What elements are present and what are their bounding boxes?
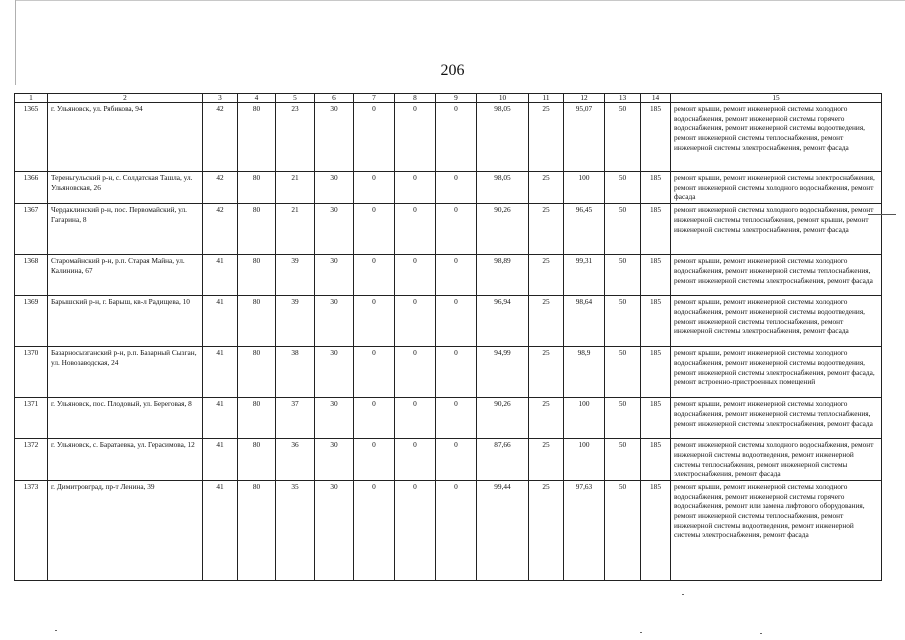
works-cell: ремонт крыши, ремонт инженерной системы холодного водоснабжения, ремонт инженерной системы водоотведения, ремонт инженерной системы электроснабжения, ремонт фасада, ремонт встроенно-пристроенных помещений xyxy=(671,347,882,398)
value-cell: 25 xyxy=(529,204,564,255)
column-number: 3 xyxy=(203,94,238,103)
value-cell: 50 xyxy=(605,439,641,481)
address-cell: Тереньгульский р-н, с. Солдатская Ташла, ул. Ульяновская, 26 xyxy=(48,172,203,204)
address-cell: г. Ульяновск, с. Баратаевка, ул. Герасимова, 12 xyxy=(48,439,203,481)
value-cell: 30 xyxy=(315,439,354,481)
value-cell: 80 xyxy=(238,439,276,481)
scan-edge-top xyxy=(15,0,905,2)
value-cell: 21 xyxy=(276,204,315,255)
column-number: 14 xyxy=(641,94,671,103)
value-cell: 0 xyxy=(436,296,477,347)
value-cell: 0 xyxy=(354,255,395,296)
value-cell: 25 xyxy=(529,255,564,296)
works-cell: ремонт крыши, ремонт инженерной системы электроснабжения, ремонт инженерной системы холодного водоснабжения, ремонт фасада xyxy=(671,172,882,204)
value-cell: 50 xyxy=(605,204,641,255)
register-table xyxy=(14,93,882,581)
column-number: 4 xyxy=(238,94,276,103)
value-cell: 94,99 xyxy=(477,347,529,398)
value-cell: 21 xyxy=(276,172,315,204)
value-cell: 35 xyxy=(276,480,315,580)
works-cell: ремонт инженерной системы холодного водоснабжения, ремонт инженерной системы теплоснабжения, ремонт крыши, ремонт инженерной системы электроснабжения, ремонт фасада xyxy=(671,204,882,255)
value-cell: 80 xyxy=(238,255,276,296)
value-cell: 0 xyxy=(354,103,395,172)
value-cell: 100 xyxy=(564,172,605,204)
column-number: 5 xyxy=(276,94,315,103)
value-cell: 185 xyxy=(641,204,671,255)
row-number: 1373 xyxy=(15,480,48,580)
table-row xyxy=(15,204,882,255)
value-cell: 23 xyxy=(276,103,315,172)
value-cell: 185 xyxy=(641,255,671,296)
value-cell: 30 xyxy=(315,255,354,296)
value-cell: 41 xyxy=(203,398,238,439)
works-cell: ремонт инженерной системы холодного водоснабжения, ремонт инженерной системы водоотведения, ремонт инженерной системы теплоснабжения, ремонт инженерной системы электроснабжения, ремонт фасада xyxy=(671,439,882,481)
value-cell: 36 xyxy=(276,439,315,481)
value-cell: 42 xyxy=(203,103,238,172)
value-cell: 30 xyxy=(315,172,354,204)
value-cell: 80 xyxy=(238,204,276,255)
value-cell: 87,66 xyxy=(477,439,529,481)
value-cell: 50 xyxy=(605,103,641,172)
column-number: 9 xyxy=(436,94,477,103)
value-cell: 50 xyxy=(605,296,641,347)
value-cell: 0 xyxy=(354,296,395,347)
column-number: 12 xyxy=(564,94,605,103)
value-cell: 30 xyxy=(315,103,354,172)
value-cell: 0 xyxy=(354,172,395,204)
value-cell: 185 xyxy=(641,480,671,580)
address-cell: г. Ульяновск, пос. Плодовый, ул. Береговая, 8 xyxy=(48,398,203,439)
works-cell: ремонт крыши, ремонт инженерной системы холодного водоснабжения, ремонт инженерной системы горячего водоснабжения, ремонт инженерной системы водоотведения, ремонт инженерной системы теплоснабжения, ремонт инженерной системы электроснабжения, ремонт фасада xyxy=(671,103,882,172)
value-cell: 80 xyxy=(238,347,276,398)
works-cell: ремонт крыши, ремонт инженерной системы холодного водоснабжения, ремонт инженерной системы теплоснабжения, ремонт инженерной системы электроснабжения, ремонт фасада xyxy=(671,255,882,296)
value-cell: 99,31 xyxy=(564,255,605,296)
value-cell: 0 xyxy=(354,398,395,439)
value-cell: 0 xyxy=(395,204,436,255)
scan-speck xyxy=(760,633,762,634)
value-cell: 98,64 xyxy=(564,296,605,347)
table-row xyxy=(15,255,882,296)
value-cell: 185 xyxy=(641,296,671,347)
value-cell: 0 xyxy=(436,255,477,296)
value-cell: 50 xyxy=(605,398,641,439)
value-cell: 30 xyxy=(315,204,354,255)
scan-speck xyxy=(640,632,642,633)
value-cell: 0 xyxy=(395,296,436,347)
value-cell: 41 xyxy=(203,439,238,481)
value-cell: 80 xyxy=(238,172,276,204)
value-cell: 96,94 xyxy=(477,296,529,347)
column-number-row xyxy=(15,94,882,103)
column-number: 2 xyxy=(48,94,203,103)
value-cell: 50 xyxy=(605,255,641,296)
value-cell: 0 xyxy=(395,347,436,398)
value-cell: 185 xyxy=(641,398,671,439)
column-number: 8 xyxy=(395,94,436,103)
column-number: 10 xyxy=(477,94,529,103)
table-row xyxy=(15,347,882,398)
scan-mark xyxy=(868,214,896,215)
value-cell: 0 xyxy=(395,480,436,580)
value-cell: 37 xyxy=(276,398,315,439)
row-number: 1367 xyxy=(15,204,48,255)
row-number: 1365 xyxy=(15,103,48,172)
value-cell: 50 xyxy=(605,480,641,580)
value-cell: 25 xyxy=(529,103,564,172)
value-cell: 39 xyxy=(276,255,315,296)
value-cell: 0 xyxy=(354,204,395,255)
value-cell: 90,26 xyxy=(477,204,529,255)
value-cell: 0 xyxy=(395,255,436,296)
table-row xyxy=(15,172,882,204)
value-cell: 38 xyxy=(276,347,315,398)
row-number: 1371 xyxy=(15,398,48,439)
row-number: 1366 xyxy=(15,172,48,204)
address-cell: г. Димитровград, пр-т Ленина, 39 xyxy=(48,480,203,580)
value-cell: 0 xyxy=(436,103,477,172)
value-cell: 25 xyxy=(529,296,564,347)
value-cell: 0 xyxy=(395,439,436,481)
value-cell: 80 xyxy=(238,103,276,172)
value-cell: 185 xyxy=(641,172,671,204)
column-number: 15 xyxy=(671,94,882,103)
value-cell: 100 xyxy=(564,398,605,439)
table-row xyxy=(15,103,882,172)
column-number: 1 xyxy=(15,94,48,103)
value-cell: 41 xyxy=(203,347,238,398)
value-cell: 80 xyxy=(238,296,276,347)
value-cell: 0 xyxy=(436,480,477,580)
row-number: 1369 xyxy=(15,296,48,347)
value-cell: 80 xyxy=(238,398,276,439)
value-cell: 0 xyxy=(436,172,477,204)
table-row xyxy=(15,480,882,580)
value-cell: 41 xyxy=(203,480,238,580)
row-number: 1372 xyxy=(15,439,48,481)
scan-speck xyxy=(682,594,684,595)
value-cell: 25 xyxy=(529,398,564,439)
value-cell: 0 xyxy=(354,480,395,580)
works-cell: ремонт крыши, ремонт инженерной системы холодного водоснабжения, ремонт инженерной системы теплоснабжения, ремонт инженерной системы электроснабжения, ремонт фасада xyxy=(671,398,882,439)
value-cell: 30 xyxy=(315,296,354,347)
value-cell: 41 xyxy=(203,255,238,296)
works-cell: ремонт крыши, ремонт инженерной системы холодного водоснабжения, ремонт инженерной системы горячего водоснабжения, ремонт или замена лифтового оборудования, ремонт инженерной системы теплоснабжения, ремонт инженерной системы водоотведения, ремонт инженерной системы электроснабжения, ремонт фасада xyxy=(671,480,882,580)
value-cell: 0 xyxy=(436,204,477,255)
value-cell: 25 xyxy=(529,439,564,481)
value-cell: 98,05 xyxy=(477,103,529,172)
value-cell: 95,07 xyxy=(564,103,605,172)
value-cell: 0 xyxy=(395,172,436,204)
value-cell: 98,9 xyxy=(564,347,605,398)
value-cell: 100 xyxy=(564,439,605,481)
address-cell: г. Ульяновск, ул. Рябикова, 94 xyxy=(48,103,203,172)
value-cell: 185 xyxy=(641,439,671,481)
table-row xyxy=(15,439,882,481)
scan-speck xyxy=(55,630,57,631)
value-cell: 30 xyxy=(315,347,354,398)
value-cell: 50 xyxy=(605,172,641,204)
value-cell: 0 xyxy=(395,398,436,439)
value-cell: 0 xyxy=(436,347,477,398)
value-cell: 0 xyxy=(436,439,477,481)
value-cell: 80 xyxy=(238,480,276,580)
value-cell: 0 xyxy=(354,347,395,398)
column-number: 13 xyxy=(605,94,641,103)
value-cell: 42 xyxy=(203,204,238,255)
page-number: 206 xyxy=(440,62,465,79)
value-cell: 25 xyxy=(529,347,564,398)
value-cell: 99,44 xyxy=(477,480,529,580)
value-cell: 90,26 xyxy=(477,398,529,439)
value-cell: 0 xyxy=(436,398,477,439)
value-cell: 30 xyxy=(315,480,354,580)
value-cell: 98,89 xyxy=(477,255,529,296)
table-row xyxy=(15,296,882,347)
address-cell: Базарносызганский р-н, р.п. Базарный Сызган, ул. Новозаводская, 24 xyxy=(48,347,203,398)
value-cell: 0 xyxy=(395,103,436,172)
value-cell: 41 xyxy=(203,296,238,347)
value-cell: 39 xyxy=(276,296,315,347)
value-cell: 97,63 xyxy=(564,480,605,580)
column-number: 11 xyxy=(529,94,564,103)
address-cell: Старомайнский р-н, р.п. Старая Майна, ул. Калинина, 67 xyxy=(48,255,203,296)
value-cell: 42 xyxy=(203,172,238,204)
row-number: 1368 xyxy=(15,255,48,296)
works-cell: ремонт крыши, ремонт инженерной системы холодного водоснабжения, ремонт инженерной системы водоотведения, ремонт инженерной системы теплоснабжения, ремонт инженерной системы электроснабжения, ремонт фасада xyxy=(671,296,882,347)
address-cell: Чердаклинский р-н, пос. Первомайский, ул. Гагарина, 8 xyxy=(48,204,203,255)
address-cell: Барышский р-н, г. Барыш, кв-л Радищева, 10 xyxy=(48,296,203,347)
row-number: 1370 xyxy=(15,347,48,398)
table-row xyxy=(15,398,882,439)
value-cell: 50 xyxy=(605,347,641,398)
value-cell: 98,05 xyxy=(477,172,529,204)
value-cell: 96,45 xyxy=(564,204,605,255)
column-number: 6 xyxy=(315,94,354,103)
column-number: 7 xyxy=(354,94,395,103)
value-cell: 25 xyxy=(529,172,564,204)
value-cell: 185 xyxy=(641,103,671,172)
value-cell: 185 xyxy=(641,347,671,398)
value-cell: 30 xyxy=(315,398,354,439)
value-cell: 0 xyxy=(354,439,395,481)
value-cell: 25 xyxy=(529,480,564,580)
